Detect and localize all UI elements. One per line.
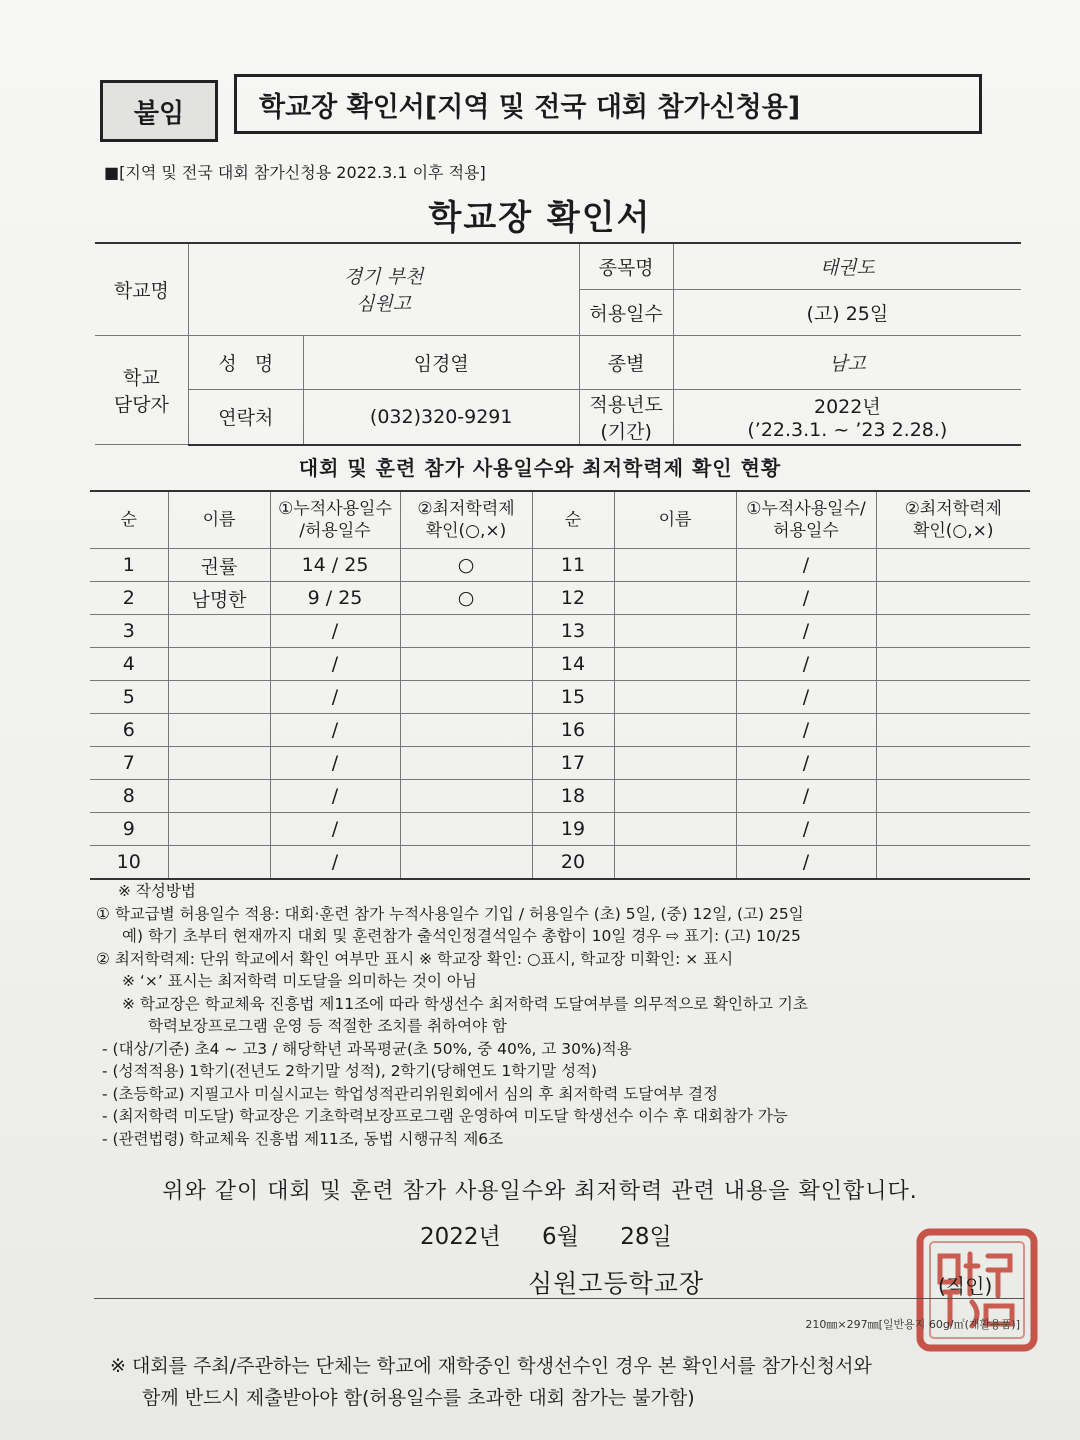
table-row xyxy=(90,681,1030,714)
table-row xyxy=(90,714,1030,747)
name-cell xyxy=(614,681,736,714)
allowed-days-label: 허용일수 xyxy=(579,289,673,335)
header-order: 순 xyxy=(90,491,168,549)
days-cell: / xyxy=(736,846,876,880)
instruction-line: 예) 학기 초부터 현재까지 대회 및 훈련참가 출석인정결석일수 총합이 10일 경우 ⇨ 표기: (고) 10/25 xyxy=(122,927,801,945)
order-cell: 16 xyxy=(532,714,614,747)
check-cell: ○ xyxy=(400,582,532,615)
days-cell: / xyxy=(270,648,400,681)
name-cell: 권률 xyxy=(168,549,270,582)
days-cell: / xyxy=(270,681,400,714)
applicability-note: ■[지역 및 전국 대회 참가신청용 2022.3.1 이후 적용] xyxy=(104,163,486,182)
table-row xyxy=(90,615,1030,648)
order-cell: 20 xyxy=(532,846,614,880)
days-cell: / xyxy=(736,681,876,714)
order-cell: 15 xyxy=(532,681,614,714)
table-row xyxy=(90,582,1030,615)
header-order: 순 xyxy=(532,491,614,549)
name-cell xyxy=(168,780,270,813)
order-cell: 9 xyxy=(90,813,168,846)
order-cell: 18 xyxy=(532,780,614,813)
days-cell: / xyxy=(736,549,876,582)
header-name: 이름 xyxy=(614,491,736,549)
check-cell xyxy=(400,846,532,880)
header-days: ①누적사용일수 /허용일수 xyxy=(270,491,400,549)
order-cell: 3 xyxy=(90,615,168,648)
order-cell: 14 xyxy=(532,648,614,681)
days-cell: / xyxy=(270,813,400,846)
name-cell xyxy=(614,648,736,681)
paper-spec: 210㎜×297㎜[일반용지 60g/㎡(재활용품)] xyxy=(805,1318,1020,1331)
check-cell xyxy=(400,780,532,813)
order-cell: 11 xyxy=(532,549,614,582)
table-row xyxy=(90,780,1030,813)
table-row xyxy=(90,648,1030,681)
order-cell: 7 xyxy=(90,747,168,780)
roster-section-title: 대회 및 훈련 참가 사용일수와 최저학력제 확인 현황 xyxy=(298,456,782,480)
days-cell: 14 / 25 xyxy=(270,549,400,582)
annex-title: 학교장 확인서[지역 및 전국 대회 참가신청용] xyxy=(234,74,982,134)
name-label: 성 명 xyxy=(188,335,303,389)
gender-value: 남고 xyxy=(673,335,1021,389)
check-cell xyxy=(400,615,532,648)
divider xyxy=(94,1298,1024,1299)
writing-instructions xyxy=(96,880,1036,1150)
seal-label: (직인) xyxy=(938,1274,993,1298)
name-cell xyxy=(168,648,270,681)
check-cell xyxy=(400,747,532,780)
check-cell xyxy=(876,582,1030,615)
allowed-days-value: (고) 25일 xyxy=(673,289,1021,335)
year-value: 2022년 (’22.3.1. ~ ’23 2.28.) xyxy=(673,389,1021,445)
check-cell xyxy=(400,648,532,681)
contact-label: 연락처 xyxy=(188,389,303,445)
days-cell: / xyxy=(736,648,876,681)
days-cell: / xyxy=(270,615,400,648)
name-cell xyxy=(614,549,736,582)
name-cell xyxy=(614,813,736,846)
days-cell: / xyxy=(736,780,876,813)
name-cell xyxy=(168,615,270,648)
check-cell xyxy=(876,549,1030,582)
check-cell xyxy=(400,714,532,747)
days-cell: / xyxy=(736,615,876,648)
footer-note xyxy=(110,1350,872,1414)
days-cell: / xyxy=(270,714,400,747)
table-row xyxy=(90,549,1030,582)
order-cell: 13 xyxy=(532,615,614,648)
instruction-line: 학력보장프로그램 운영 등 적절한 조치를 취하여야 함 xyxy=(148,1017,507,1035)
name-cell xyxy=(168,747,270,780)
document-title: 학교장 확인서 xyxy=(428,198,652,238)
name-cell xyxy=(168,813,270,846)
instruction-line: ② 최저학력제: 단위 학교에서 확인 여부만 표시 ※ 학교장 확인: ○표시, 학교장 미확인: × 표시 xyxy=(96,949,734,968)
name-cell xyxy=(614,714,736,747)
sport-value: 태권도 xyxy=(673,243,1021,289)
manager-label: 학교 담당자 xyxy=(95,335,188,445)
sport-label: 종목명 xyxy=(579,243,673,289)
header-check: ②최저학력제 확인(○,×) xyxy=(400,491,532,549)
contact-value: (032)320-9291 xyxy=(303,389,579,445)
name-cell xyxy=(614,780,736,813)
name-cell xyxy=(614,582,736,615)
order-cell: 12 xyxy=(532,582,614,615)
instruction-line: ※ ‘×’ 표시는 최저학력 미도달을 의미하는 것이 아님 xyxy=(122,972,477,990)
check-cell xyxy=(400,681,532,714)
order-cell: 4 xyxy=(90,648,168,681)
days-cell: / xyxy=(270,747,400,780)
name-cell xyxy=(614,846,736,880)
footer-line: ※ 대회를 주최/주관하는 단체는 학교에 재학중인 학생선수인 경우 본 확인서를 참가신청서와 xyxy=(110,1355,872,1377)
days-cell: / xyxy=(736,813,876,846)
order-cell: 19 xyxy=(532,813,614,846)
school-value: 경기 부천 심원고 xyxy=(188,243,579,335)
check-cell xyxy=(876,747,1030,780)
header-name: 이름 xyxy=(168,491,270,549)
order-cell: 10 xyxy=(90,846,168,880)
check-cell xyxy=(876,813,1030,846)
instruction-line: - (관련법령) 학교체육 진흥법 제11조, 동법 시행규칙 제6조 xyxy=(102,1129,504,1148)
check-cell xyxy=(876,780,1030,813)
header-check: ②최저학력제 확인(○,×) xyxy=(876,491,1030,549)
year-label: 적용년도 (기간) xyxy=(579,389,673,445)
check-cell xyxy=(876,681,1030,714)
days-cell: / xyxy=(736,714,876,747)
order-cell: 5 xyxy=(90,681,168,714)
name-value: 임경열 xyxy=(303,335,579,389)
check-cell xyxy=(876,648,1030,681)
table-row xyxy=(90,747,1030,780)
days-cell: / xyxy=(736,747,876,780)
confirmation-statement: 위와 같이 대회 및 훈련 참가 사용일수와 최저학력 관련 내용을 확인합니다. xyxy=(162,1179,918,1204)
instructions-title: ※ 작성방법 xyxy=(118,882,196,900)
name-cell xyxy=(168,846,270,880)
name-cell xyxy=(614,747,736,780)
instruction-line: - (최저학력 미도달) 학교장은 기초학력보장프로그램 운영하여 미도달 학생선수 이수 후 대회참가 가능 xyxy=(102,1107,788,1125)
footer-line: 함께 반드시 제출받아야 함(허용일수를 초과한 대회 참가는 불가함) xyxy=(142,1387,695,1409)
order-cell: 2 xyxy=(90,582,168,615)
gender-label: 종별 xyxy=(579,335,673,389)
name-cell xyxy=(168,681,270,714)
school-label: 학교명 xyxy=(95,243,188,335)
name-cell xyxy=(168,714,270,747)
days-cell: 9 / 25 xyxy=(270,582,400,615)
order-cell: 17 xyxy=(532,747,614,780)
instruction-line: ※ 학교장은 학교체육 진흥법 제11조에 따라 학생선수 최저학력 도달여부를 의무적으로 확인하고 기초 xyxy=(122,994,808,1013)
check-cell xyxy=(400,813,532,846)
order-cell: 1 xyxy=(90,549,168,582)
instruction-line: ① 학교급별 허용일수 적용: 대회·훈련 참가 누적사용일수 기입 / 허용일수 (초) 5일, (중) 12일, (고) 25일 xyxy=(96,904,804,923)
table-row xyxy=(90,813,1030,846)
principal-title: 심원고등학교장 xyxy=(528,1269,705,1298)
instruction-line: - (대상/기준) 초4 ~ 고3 / 해당학년 과목평균(초 50%, 중 40%, 고 30%)적용 xyxy=(102,1039,632,1058)
name-cell: 남명한 xyxy=(168,582,270,615)
check-cell xyxy=(876,615,1030,648)
header-days: ①누적사용일수/ 허용일수 xyxy=(736,491,876,549)
name-cell xyxy=(614,615,736,648)
school-info-table xyxy=(95,242,1021,446)
days-cell: / xyxy=(270,780,400,813)
check-cell xyxy=(876,846,1030,880)
days-cell: / xyxy=(736,582,876,615)
table-row xyxy=(90,846,1030,880)
order-cell: 8 xyxy=(90,780,168,813)
days-cell: / xyxy=(270,846,400,880)
annex-label: 붙임 xyxy=(100,80,218,142)
check-cell xyxy=(876,714,1030,747)
roster-table xyxy=(90,490,1030,880)
order-cell: 6 xyxy=(90,714,168,747)
issue-date: 2022년 6월 28일 xyxy=(420,1224,672,1250)
check-cell: ○ xyxy=(400,549,532,582)
instruction-line: - (성적적용) 1학기(전년도 2학기말 성적), 2학기(당해연도 1학기말 성적) xyxy=(102,1062,598,1080)
instruction-line: - (초등학교) 지필고사 미실시교는 학업성적관리위원회에서 심의 후 최저학력 도달여부 결정 xyxy=(102,1084,719,1103)
